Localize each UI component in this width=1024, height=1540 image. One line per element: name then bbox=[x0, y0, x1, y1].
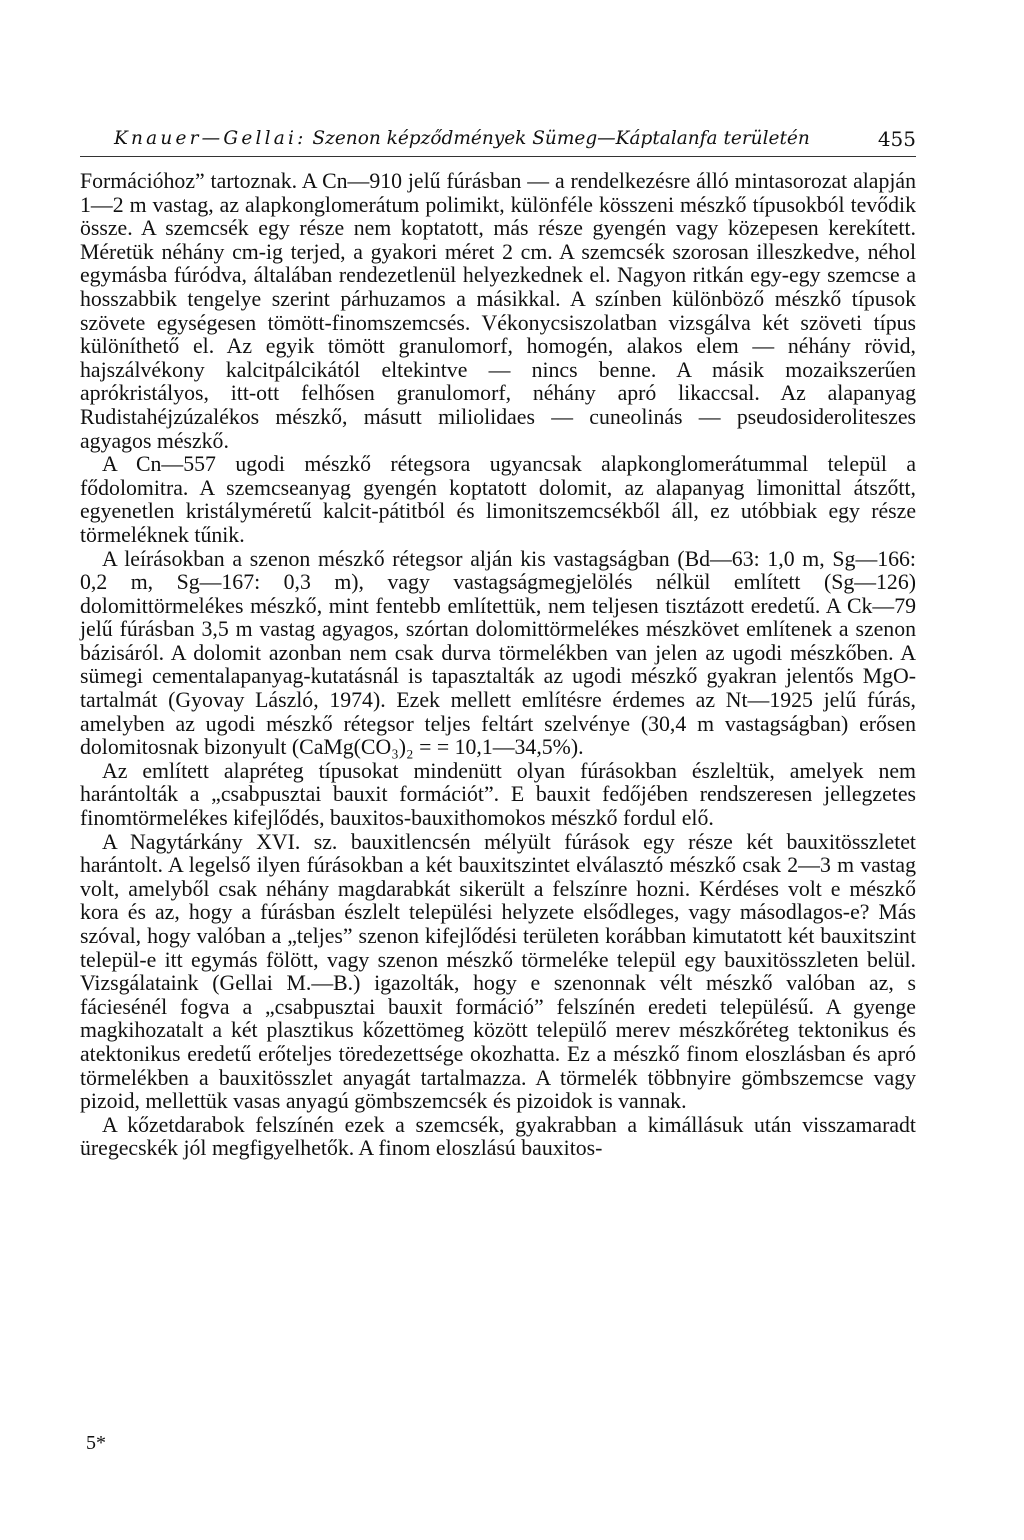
body-text bbox=[80, 170, 916, 1161]
header-author: Knauer—Gellai: bbox=[114, 128, 307, 149]
paragraph: Formációhoz” tartoznak. A Cn—910 jelű fúrásban — a rendelkezésre álló mintasorozat alapján 1—2 m vastag, az alapkonglomerátum polimikt, különféle kösszeni mészkő típusokból tevődik össze. A szemcsék egy része nem koptatott, más része gyengén vagy közepesen kerekített. Méretük néhány cm-ig terjed, a gyakori méret 2 cm. A szemcsék szorosan illeszkedve, néhol egymásba fúródva, általában rendezetlenül helyezkednek el. Nagyon ritkán egy-egy szemcse a hosszabbik tengelye szerint párhuzamos a másikkal. A színben különböző mészkő típusok szövete egységesen tömött-finomszemcsés. Vékonycsiszolatban vizsgálva két szöveti típus különíthető el. Az egyik tömött granulomorf, homogén, alakos elem — néhány rövid, hajszálvékony kalcitpálcikától eltekintve — nincs benne. A másik mozaikszerűen aprókristályos, itt-ott felhősen granulomorf, néhány apró likaccsal. Az alapanyag Rudistahéjzúzalékos mészkő, másutt miliolidaes — cuneolinás — pseudosideroliteszes agyagos mészkő. bbox=[80, 169, 916, 453]
paragraph: A Nagytárkány XVI. sz. bauxitlencsén mélyült fúrások egy része két bauxitösszletet harántolt. A legelső ilyen fúrásokban a két bauxitszintet elválasztó mészkő csak 2—3 m vastag volt, amelyből csak néhány magdarabkát sikerült a felszínre hozni. Kérdéses volt e mészkő kora és az, hogy a fúrásban észlelt települési helyzete elsődleges, vagy másodlagos-e? Más szóval, hogy valóban a „teljes” szenon kifejlődési területen korábban kimutatott két bauxitszint települ-e itt egymás fölött, vagy szenon mészkő törmeléke települ egy bauxitösszleten belül. Vizsgálataink (Gellai M.—B.) igazolták, hogy e szenonnak vélt mészkő valóban az, s fáciesénél fogva a „csabpusztai bauxit formáció” felszínén eredeti településű. A gyenge magkihozatalt a két plasztikus kőzettömeg között települő merev mészkőréteg tektonikus és atektonikus eredetű erőteljes töredezettsége okozhatta. Ez a mészkő finom eloszlásban és apró törmelékben a bauxitösszlet anyagát tartalmazza. A törmelék többnyire gömbszemcse vagy pizoid, mellettük vasas anyagú gömbszemcsék és pizoidok is vannak. bbox=[80, 829, 916, 1114]
header-title: Szenon képződmények Sümeg—Káptalanfa területén bbox=[312, 128, 810, 149]
paragraph: A kőzetdarabok felszínén ezek a szemcsék, gyakrabban a kimállásuk után visszamaradt üregecskék jól megfigyelhetők. A finom eloszlású bauxitos- bbox=[80, 1112, 916, 1161]
running-header bbox=[80, 128, 916, 157]
paragraph: A Cn—557 ugodi mészkő rétegsora ugyancsak alapkonglomerátummal települ a fődolomitra. A szemcseanyag gyengén koptatott dolomit, az alapanyag limonittal átszőtt, egyenetlen kristályméretű kalcit-pátitból és limonitszemcsékből áll, ez utóbbiak egy része törmeléknek tűnik. bbox=[80, 452, 916, 547]
signature-mark: 5* bbox=[86, 1432, 106, 1454]
paragraph: A leírásokban a szenon mészkő rétegsor alján kis vastagságban (Bd—63: 1,0 m, Sg—166: 0,2 m, Sg—167: 0,3 m), vagy vastagságmegjelölés nélkül említett (Sg—126) dolomittörmelékes mészkő, mint fentebb említettük, nem teljesen tisztázott eredetű. A Ck—79 jelű fúrásban 3,5 m vastag agyagos, szórtan dolomittörmelékes mészkövet említenek a szenon bázisáról. A dolomit azonban nem csak durva törmelékben van jelen az ugodi mészkőben. A sümegi cementalapanyag-kutatásnál is tapasztalták az ugodi mészkő gyakran jelentős MgO-tartalmát (Gyovay László, 1974). Ezek mellett említésre érdemes az Nt—1925 jelű fúrás, amelyben az ugodi mészkő rétegsor teljes feltárt szelvénye (30,4 m vastagságban) erősen dolomitosnak bizonyult (CaMg(CO₃)₂ = = 10,1—34,5%). bbox=[80, 546, 916, 760]
running-title bbox=[114, 128, 810, 149]
page-number: 455 bbox=[877, 127, 916, 151]
paragraph: Az említett alapréteg típusokat mindenütt olyan fúrásokban észleltük, amelyek nem harántolták a „csabpusztai bauxit formációt”. E bauxit fedőjében rendszeresen jellegzetes finomtörmelékes kifejlődés, bauxitos-bauxithomokos mészkő fordul elő. bbox=[80, 758, 916, 831]
